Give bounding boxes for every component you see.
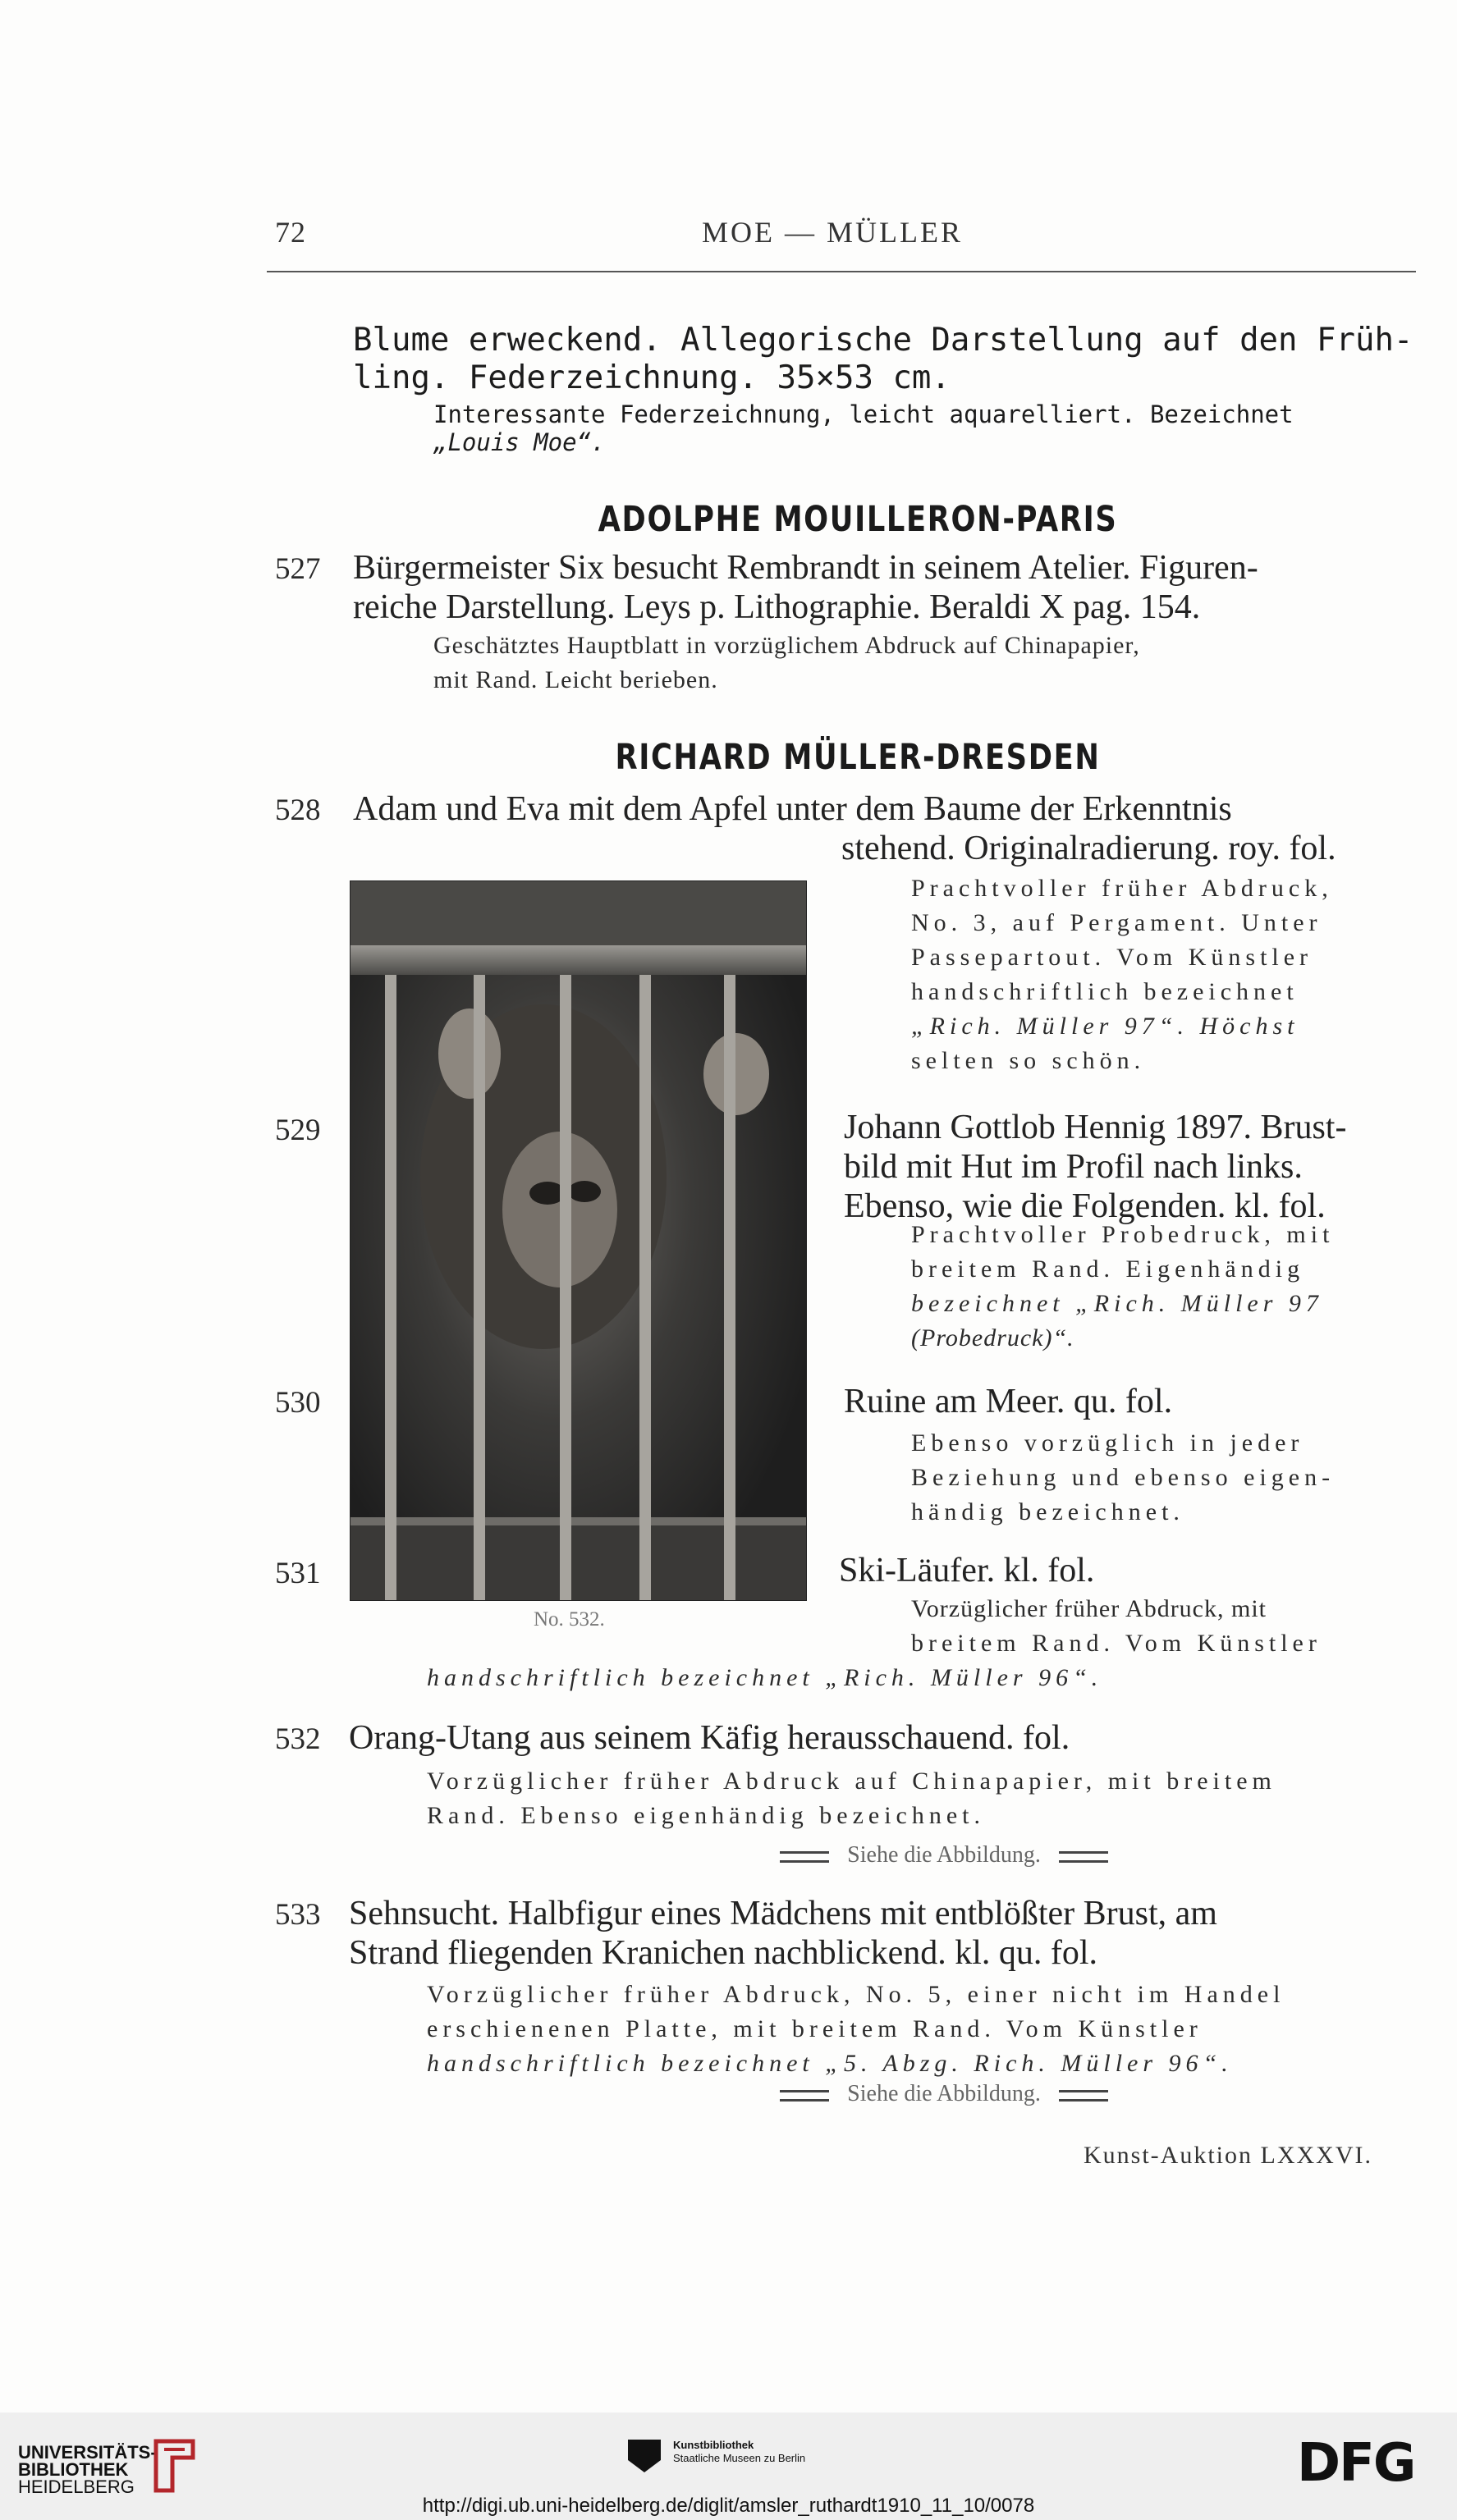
catalogue-footer: Kunst-Auktion LXXXVI.: [1084, 2142, 1372, 2169]
entry-529: [844, 1108, 1418, 1226]
figure-caption: No. 532.: [534, 1608, 605, 1630]
entry-532-note: [427, 1764, 1420, 1833]
running-title: MOE — MÜLLER: [702, 216, 963, 249]
entry-number: 529: [275, 1114, 321, 1147]
note-line: Geschätztes Hauptblatt in vorzüglichem Abdruck auf Chinapapier,: [433, 632, 1140, 659]
double-rule-icon: [780, 1851, 829, 1863]
carryover-line: Blume erweckend. Allegorische Darstellung auf den Früh-: [353, 322, 1413, 359]
ub-logo-mark-icon: [148, 2433, 205, 2499]
ub-heidelberg-logo: [18, 2444, 157, 2495]
entry-line: Adam und Eva mit dem Apfel unter dem Baume der Erkenntnis: [353, 790, 1232, 828]
entry-line: Orang-Utang aus seinem Käfig herausschauend. fol.: [349, 1719, 1070, 1757]
double-rule-icon: [780, 2090, 829, 2102]
entry-line: Ski-Läufer. kl. fol.: [839, 1552, 1095, 1589]
entry-527-note: [433, 629, 1418, 697]
photograph-illustration: [351, 881, 806, 1600]
page-number: 72: [275, 216, 306, 249]
entry-line: Ruine am Meer. qu. fol.: [844, 1383, 1173, 1420]
carryover-note-line: „Louis Moe“.: [433, 428, 606, 456]
note-line: „Rich. Müller 97“. Höchst: [911, 1013, 1299, 1040]
note-line: mit Rand. Leicht berieben.: [433, 666, 718, 693]
section-heading: RICHARD MÜLLER-DRESDEN: [615, 737, 1101, 778]
note-line: breitem Rand. Vom Künstler: [911, 1630, 1322, 1657]
kunstbibliothek-label: [673, 2439, 805, 2465]
orang-utan-photograph: [350, 880, 807, 1601]
note-line: Vorzüglicher früher Abdruck, mit: [911, 1595, 1267, 1622]
entry-line: stehend. Originalradierung. roy. fol.: [841, 830, 1336, 867]
carryover-line: ling. Federzeichnung. 35×53 cm.: [353, 359, 951, 396]
entry-531-note-line: handschriftlich bezeichnet „Rich. Müller 96“.: [427, 1664, 1103, 1691]
carryover-text: [353, 322, 1420, 397]
note-line: selten so schön.: [911, 1047, 1146, 1074]
entry-number: 528: [275, 794, 321, 827]
header-rule: [267, 271, 1416, 272]
carryover-note: [433, 400, 1418, 456]
entry-line: reiche Darstellung. Leys p. Lithographie. Beraldi X pag. 154.: [353, 588, 1201, 626]
entry-530-note: [911, 1426, 1420, 1530]
note-line: erschienenen Platte, mit breitem Rand. Vom Künstler: [427, 2015, 1203, 2042]
note-line: Vorzüglicher früher Abdruck, No. 5, einer nicht im Handel: [427, 1981, 1285, 2008]
dfg-logo: DFG: [1297, 2433, 1415, 2494]
entry-529-note: [911, 1218, 1420, 1356]
note-line: Passepartout. Vom Künstler: [911, 944, 1313, 971]
see-illustration: [616, 1842, 1272, 1868]
note-line: bezeichnet „Rich. Müller 97: [911, 1290, 1323, 1317]
note-line: Rand. Ebenso eigenhändig bezeichnet.: [427, 1802, 986, 1829]
note-line: handschriftlich bezeichnet „5. Abzg. Rich. Müller 96“.: [427, 2050, 1233, 2077]
note-line: Prachtvoller früher Abdruck,: [911, 875, 1333, 902]
ub-logo-line: BIBLIOTHEK: [18, 2459, 129, 2480]
section-heading: ADOLPHE MOUILLERON-PARIS: [598, 499, 1118, 540]
carryover-note-line: Interessante Federzeichnung, leicht aquarelliert. Bezeichnet: [433, 400, 1294, 428]
entry-number: 531: [275, 1557, 321, 1590]
entry-533-note: [427, 1978, 1420, 2081]
double-rule-icon: [1059, 1851, 1108, 1863]
note-line: breitem Rand. Eigenhändig: [911, 1255, 1305, 1283]
entry-line: Ebenso, wie die Folgenden. kl. fol.: [844, 1187, 1326, 1225]
source-url[interactable]: http://digi.ub.uni-heidelberg.de/diglit/amsler_ruthardt1910_11_10/0078: [422, 2495, 1035, 2517]
note-line: händig bezeichnet.: [911, 1498, 1184, 1525]
note-line: Vorzüglicher früher Abdruck auf Chinapapier, mit breitem: [427, 1768, 1276, 1795]
entry-530: [844, 1382, 1418, 1421]
ub-logo-line: HEIDELBERG: [18, 2477, 135, 2497]
note-line: (Probedruck)“.: [911, 1324, 1074, 1351]
entry-number: 533: [275, 1898, 321, 1932]
entry-number: 530: [275, 1386, 321, 1420]
entry-line: Johann Gottlob Hennig 1897. Brust-: [844, 1109, 1347, 1146]
note-line: Ebenso vorzüglich in jeder: [911, 1429, 1304, 1457]
entry-line: bild mit Hut im Profil nach links.: [844, 1148, 1303, 1186]
entry-number: 532: [275, 1722, 321, 1756]
ub-logo-line: UNIVERSITÄTS-: [18, 2442, 157, 2463]
entry-527: [353, 548, 1420, 627]
entry-528-note: [911, 871, 1420, 1078]
note-line: Prachtvoller Probedruck, mit: [911, 1221, 1335, 1248]
kb-line: Staatliche Museen zu Berlin: [673, 2452, 806, 2464]
see-illustration-text: Siehe die Abbildung.: [847, 2081, 1041, 2106]
entry-line: Strand fliegenden Kranichen nachblickend. kl. qu. fol.: [349, 1934, 1098, 1972]
note-line: Beziehung und ebenso eigen-: [911, 1464, 1336, 1491]
entry-number: 527: [275, 552, 321, 586]
entry-531: [839, 1551, 1413, 1590]
double-rule-icon: [1059, 2090, 1108, 2102]
entry-line: Bürgermeister Six besucht Rembrandt in seinem Atelier. Figuren-: [353, 549, 1258, 587]
see-illustration: [616, 2081, 1272, 2107]
entry-532: [349, 1718, 1416, 1758]
see-illustration-text: Siehe die Abbildung.: [847, 1842, 1041, 1868]
kunstbibliothek-logo-icon: [624, 2435, 665, 2477]
entry-531-note: [911, 1592, 1420, 1661]
note-line: No. 3, auf Pergament. Unter: [911, 909, 1322, 936]
kb-line: Kunstbibliothek: [673, 2439, 754, 2451]
note-line: handschriftlich bezeichnet: [911, 978, 1299, 1005]
entry-533: [349, 1894, 1432, 1973]
entry-line: Sehnsucht. Halbfigur eines Mädchens mit entblößter Brust, am: [349, 1895, 1217, 1932]
entry-528: [353, 789, 1420, 868]
